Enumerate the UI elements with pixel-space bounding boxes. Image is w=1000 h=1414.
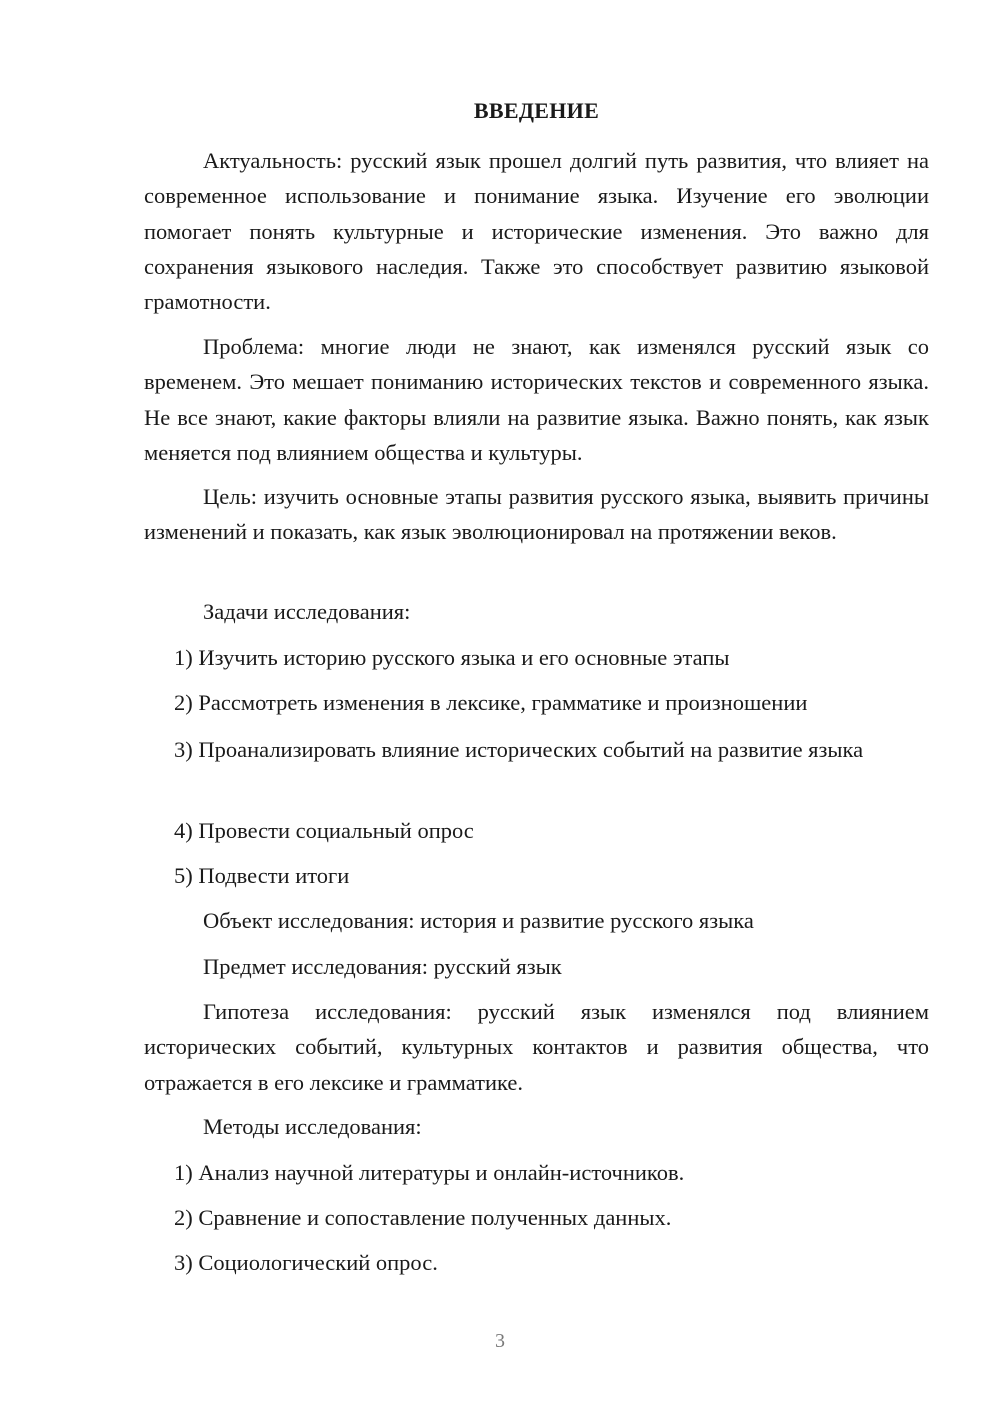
section-title: ВВЕДЕНИЕ bbox=[473, 98, 600, 123]
tasks-heading: Задачи исследования: bbox=[203, 599, 411, 624]
page-number: 3 bbox=[495, 1330, 505, 1352]
task-item-1: 1) Изучить историю русского языка и его основные этапы bbox=[174, 645, 730, 670]
task-item-2: 2) Рассмотреть изменения в лексике, грамматике и произношении bbox=[174, 690, 808, 715]
task-item-3: 3) Проанализировать влияние исторических событий на развитие языка bbox=[174, 737, 864, 762]
paragraph-relevance: Актуальность: русский язык прошел долгий путь развития, что влияет на современное использование и понимание языка. Изучение его эволюции помогает понять культурные и исторические изменения. Это важно для сохранения языкового наследия. Также это способствует развитию языковой грамотности. bbox=[144, 148, 929, 315]
paragraph-goal: Цель: изучить основные этапы развития русского языка, выявить причины изменений и показать, как язык эволюционировал на протяжении веков. bbox=[144, 484, 929, 545]
paragraph-object: Объект исследования: история и развитие русского языка bbox=[203, 908, 754, 933]
document-page bbox=[144, 0, 929, 1414]
paragraph-subject: Предмет исследования: русский язык bbox=[203, 954, 562, 979]
paragraph-problem: Проблема: многие люди не знают, как изменялся русский язык со временем. Это мешает пониманию исторических текстов и современного языка. Не все знают, какие факторы влияли на развитие языка. Важно понять, как язык меняется под влиянием общества и культуры. bbox=[144, 334, 929, 465]
method-item-3: 3) Социологический опрос. bbox=[174, 1250, 438, 1275]
method-item-1: 1) Анализ научной литературы и онлайн-источников. bbox=[174, 1160, 685, 1185]
task-item-4: 4) Провести социальный опрос bbox=[174, 818, 474, 843]
methods-heading: Методы исследования: bbox=[203, 1114, 422, 1139]
task-item-5: 5) Подвести итоги bbox=[174, 863, 350, 888]
method-item-2: 2) Сравнение и сопоставление полученных данных. bbox=[174, 1205, 672, 1230]
paragraph-hypothesis: Гипотеза исследования: русский язык изменялся под влиянием исторических событий, культурных контактов и развития общества, что отражается в его лексике и грамматике. bbox=[144, 999, 929, 1095]
